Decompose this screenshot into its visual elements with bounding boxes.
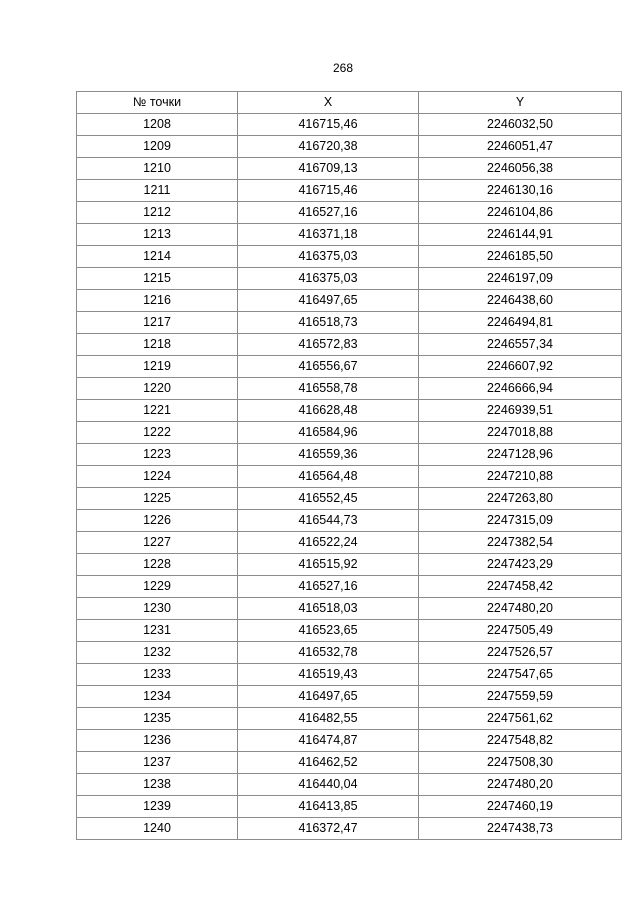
table-row: [77, 752, 622, 774]
y-cell: 2247018,88: [419, 422, 622, 444]
x-cell: 416720,38: [238, 136, 419, 158]
x-cell: 416371,18: [238, 224, 419, 246]
x-cell: 416515,92: [238, 554, 419, 576]
x-cell: 416522,24: [238, 532, 419, 554]
header-point-number: № точки: [77, 92, 238, 114]
point-number-cell: 1216: [77, 290, 238, 312]
table-row: [77, 708, 622, 730]
x-cell: 416572,83: [238, 334, 419, 356]
table-row: [77, 576, 622, 598]
y-cell: 2247559,59: [419, 686, 622, 708]
y-cell: 2247480,20: [419, 598, 622, 620]
x-cell: 416375,03: [238, 246, 419, 268]
point-number-cell: 1230: [77, 598, 238, 620]
table-row: [77, 202, 622, 224]
point-number-cell: 1234: [77, 686, 238, 708]
table-row: [77, 180, 622, 202]
point-number-cell: 1220: [77, 378, 238, 400]
table-header-row: [77, 92, 622, 114]
table-row: [77, 686, 622, 708]
point-number-cell: 1236: [77, 730, 238, 752]
y-cell: 2246438,60: [419, 290, 622, 312]
y-cell: 2246056,38: [419, 158, 622, 180]
y-cell: 2247547,65: [419, 664, 622, 686]
y-cell: 2247423,29: [419, 554, 622, 576]
x-cell: 416544,73: [238, 510, 419, 532]
point-number-cell: 1231: [77, 620, 238, 642]
table-row: [77, 664, 622, 686]
table-header: [77, 92, 622, 114]
y-cell: 2246104,86: [419, 202, 622, 224]
table-row: [77, 246, 622, 268]
x-cell: 416559,36: [238, 444, 419, 466]
point-number-cell: 1228: [77, 554, 238, 576]
y-cell: 2247128,96: [419, 444, 622, 466]
y-cell: 2246939,51: [419, 400, 622, 422]
y-cell: 2246185,50: [419, 246, 622, 268]
y-cell: 2247508,30: [419, 752, 622, 774]
y-cell: 2247548,82: [419, 730, 622, 752]
table-row: [77, 312, 622, 334]
table-row: [77, 642, 622, 664]
y-cell: 2246032,50: [419, 114, 622, 136]
point-number-cell: 1233: [77, 664, 238, 686]
point-number-cell: 1211: [77, 180, 238, 202]
x-cell: 416375,03: [238, 268, 419, 290]
y-cell: 2247526,57: [419, 642, 622, 664]
point-number-cell: 1219: [77, 356, 238, 378]
y-cell: 2246666,94: [419, 378, 622, 400]
y-cell: 2247458,42: [419, 576, 622, 598]
x-cell: 416532,78: [238, 642, 419, 664]
x-cell: 416518,73: [238, 312, 419, 334]
point-number-cell: 1218: [77, 334, 238, 356]
x-cell: 416715,46: [238, 180, 419, 202]
table-row: [77, 356, 622, 378]
table-row: [77, 224, 622, 246]
x-cell: 416552,45: [238, 488, 419, 510]
x-cell: 416628,48: [238, 400, 419, 422]
y-cell: 2247460,19: [419, 796, 622, 818]
x-cell: 416413,85: [238, 796, 419, 818]
table-row: [77, 488, 622, 510]
y-cell: 2247561,62: [419, 708, 622, 730]
point-number-cell: 1229: [77, 576, 238, 598]
point-number-cell: 1222: [77, 422, 238, 444]
x-cell: 416564,48: [238, 466, 419, 488]
table-row: [77, 774, 622, 796]
x-cell: 416558,78: [238, 378, 419, 400]
point-number-cell: 1226: [77, 510, 238, 532]
x-cell: 416523,65: [238, 620, 419, 642]
x-cell: 416474,87: [238, 730, 419, 752]
point-number-cell: 1235: [77, 708, 238, 730]
x-cell: 416709,13: [238, 158, 419, 180]
header-y: Y: [419, 92, 622, 114]
y-cell: 2247505,49: [419, 620, 622, 642]
x-cell: 416715,46: [238, 114, 419, 136]
point-number-cell: 1224: [77, 466, 238, 488]
x-cell: 416556,67: [238, 356, 419, 378]
page-number: 268: [332, 61, 354, 75]
x-cell: 416372,47: [238, 818, 419, 840]
table-body: [77, 114, 622, 840]
coordinates-table: [76, 91, 622, 840]
table-row: [77, 554, 622, 576]
table-row: [77, 444, 622, 466]
point-number-cell: 1209: [77, 136, 238, 158]
x-cell: 416497,65: [238, 290, 419, 312]
y-cell: 2246197,09: [419, 268, 622, 290]
point-number-cell: 1208: [77, 114, 238, 136]
table-row: [77, 136, 622, 158]
point-number-cell: 1221: [77, 400, 238, 422]
point-number-cell: 1210: [77, 158, 238, 180]
table-row: [77, 378, 622, 400]
x-cell: 416527,16: [238, 202, 419, 224]
table-row: [77, 114, 622, 136]
x-cell: 416482,55: [238, 708, 419, 730]
table-row: [77, 400, 622, 422]
y-cell: 2247263,80: [419, 488, 622, 510]
x-cell: 416497,65: [238, 686, 419, 708]
point-number-cell: 1239: [77, 796, 238, 818]
table-row: [77, 268, 622, 290]
table-row: [77, 730, 622, 752]
y-cell: 2246494,81: [419, 312, 622, 334]
point-number-cell: 1238: [77, 774, 238, 796]
y-cell: 2246130,16: [419, 180, 622, 202]
header-x: X: [238, 92, 419, 114]
table-row: [77, 334, 622, 356]
point-number-cell: 1213: [77, 224, 238, 246]
table-row: [77, 818, 622, 840]
point-number-cell: 1225: [77, 488, 238, 510]
y-cell: 2247382,54: [419, 532, 622, 554]
point-number-cell: 1212: [77, 202, 238, 224]
y-cell: 2246144,91: [419, 224, 622, 246]
y-cell: 2246051,47: [419, 136, 622, 158]
table-row: [77, 290, 622, 312]
y-cell: 2246607,92: [419, 356, 622, 378]
table-row: [77, 620, 622, 642]
table-row: [77, 532, 622, 554]
table-row: [77, 510, 622, 532]
table-row: [77, 422, 622, 444]
y-cell: 2247480,20: [419, 774, 622, 796]
table-row: [77, 158, 622, 180]
y-cell: 2247438,73: [419, 818, 622, 840]
x-cell: 416462,52: [238, 752, 419, 774]
point-number-cell: 1214: [77, 246, 238, 268]
point-number-cell: 1237: [77, 752, 238, 774]
y-cell: 2247315,09: [419, 510, 622, 532]
point-number-cell: 1227: [77, 532, 238, 554]
x-cell: 416440,04: [238, 774, 419, 796]
table-row: [77, 598, 622, 620]
x-cell: 416519,43: [238, 664, 419, 686]
point-number-cell: 1215: [77, 268, 238, 290]
table-row: [77, 466, 622, 488]
point-number-cell: 1232: [77, 642, 238, 664]
y-cell: 2246557,34: [419, 334, 622, 356]
x-cell: 416527,16: [238, 576, 419, 598]
x-cell: 416518,03: [238, 598, 419, 620]
point-number-cell: 1223: [77, 444, 238, 466]
table-row: [77, 796, 622, 818]
y-cell: 2247210,88: [419, 466, 622, 488]
x-cell: 416584,96: [238, 422, 419, 444]
point-number-cell: 1240: [77, 818, 238, 840]
point-number-cell: 1217: [77, 312, 238, 334]
